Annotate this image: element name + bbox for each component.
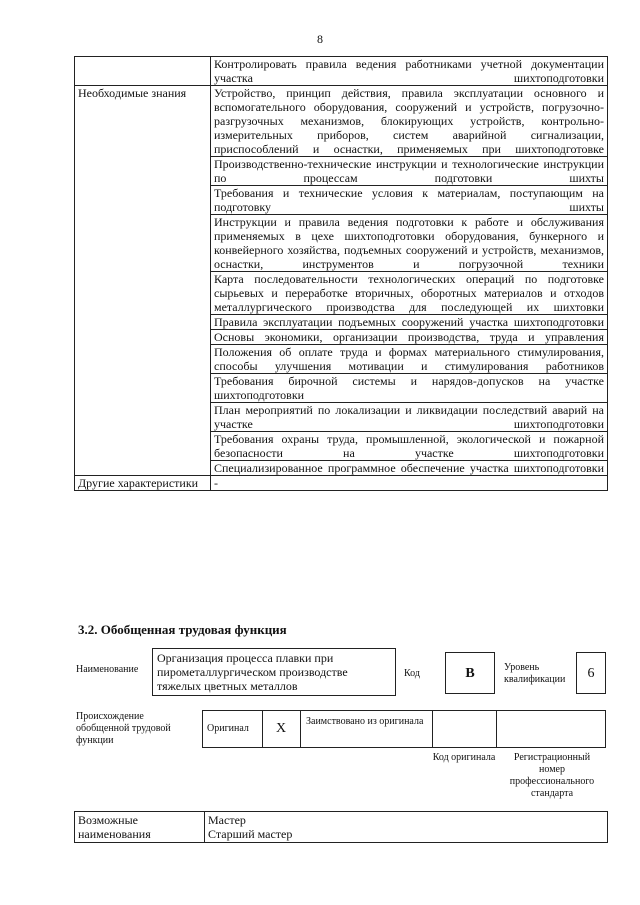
cell-text: Требования бирочной системы и нарядов-допусков на участке шихтоподготовки — [214, 374, 604, 402]
table-cell — [205, 812, 608, 843]
code-original-caption: Код оригинала — [432, 752, 496, 763]
table-cell — [211, 476, 608, 491]
original-label: Оригинал — [207, 723, 249, 734]
name-value: Организация процесса плавки при пирометаллургическом производстве тяжелых цветных металлов — [152, 648, 396, 696]
cell-text: Карта последовательности технологических операций по подготовке сырьевых и переработке вторичных, оборотных материалов и отходов металлургического производства для последующей их шихтовки — [214, 272, 604, 314]
other-value: - — [214, 476, 218, 490]
divider — [300, 710, 301, 748]
table-row — [75, 476, 608, 491]
possible-names-label: Возможные наименования — [75, 812, 205, 843]
table-row — [75, 812, 608, 843]
cell-text: Устройство, принцип действия, правила эксплуатации основного и вспомогательного оборудования, сооружений и устройств, погрузочно-разгрузочных механизмов, блокирующих устройств, контрольно-измерительных приборов, систем аварийной сигнализации, приспособлений и оснастки, применяемых при шихтоподготовке — [214, 86, 604, 156]
row-label — [75, 57, 211, 86]
table-cell — [211, 86, 608, 157]
table-cell — [211, 272, 608, 315]
cell-text: Требования и технические условия к материалам, поступающим на подготовку шихты — [214, 186, 604, 214]
reg-number-caption: Регистрационный номер профессионального стандарта — [509, 752, 595, 799]
code-label: Код — [404, 668, 420, 679]
page-number: 8 — [317, 32, 323, 46]
cell-text: Инструкции и правила ведения подготовки к работе и обслуживания применяемых в цехе шихтоподготовки оборудования, бункерного и конвейерного хозяйства, подъемных сооружений и устройств, механизмов, оснастки, инструментов и погрузочной техники — [214, 215, 604, 271]
other-label: Другие характеристики — [75, 476, 211, 491]
cell-text: Специализированное программное обеспечение участка шихтоподготовки — [214, 461, 604, 475]
cell-text: План мероприятий по локализации и ликвидации последствий аварий на участке шихтоподготовки — [214, 403, 604, 431]
origin-label: Происхождение обобщенной трудовой функции — [76, 711, 171, 746]
table-cell — [211, 315, 608, 330]
table-cell — [211, 374, 608, 403]
table-cell — [211, 330, 608, 345]
possible-names-table — [74, 811, 608, 843]
cell-text: Требования охраны труда, промышленной, экологической и пожарной безопасности на участке шихтоподготовки — [214, 432, 604, 460]
divider — [496, 710, 497, 748]
table-cell — [211, 432, 608, 461]
name-label: Наименование — [76, 664, 139, 675]
knowledge-table — [74, 56, 608, 491]
table-cell — [211, 215, 608, 272]
table-row — [75, 86, 608, 157]
table-cell — [211, 57, 608, 86]
table-cell — [211, 186, 608, 215]
divider — [432, 710, 433, 748]
table-row — [75, 57, 608, 86]
table-cell — [211, 345, 608, 374]
cell-text: Производственно-технические инструкции и технологические инструкции по процессам подготовки шихты — [214, 157, 604, 185]
knowledge-label: Необходимые знания — [75, 86, 211, 476]
possible-name: Мастер — [208, 813, 246, 827]
cell-text: Основы экономики, организации производства, труда и управления — [214, 330, 604, 344]
borrowed-label: Заимствовано из оригинала — [306, 716, 424, 727]
level-label: Уровень квалификации — [504, 662, 566, 685]
cell-text: Контролировать правила ведения работниками учетной документации участка шихтоподготовки — [214, 57, 604, 85]
cell-text: Правила эксплуатации подъемных сооружений участка шихтоподготовки — [214, 315, 604, 329]
level-value: 6 — [576, 652, 606, 694]
table-cell — [211, 403, 608, 432]
table-cell — [211, 461, 608, 476]
possible-name: Старший мастер — [208, 827, 293, 841]
original-mark: X — [275, 721, 287, 736]
table-cell — [211, 157, 608, 186]
section-title: 3.2. Обобщенная трудовая функция — [78, 622, 287, 637]
cell-text: Положения об оплате труда и формах материального стимулирования, способы улучшения мотивации и стимулирования работников — [214, 345, 604, 373]
code-value: B — [445, 652, 495, 694]
